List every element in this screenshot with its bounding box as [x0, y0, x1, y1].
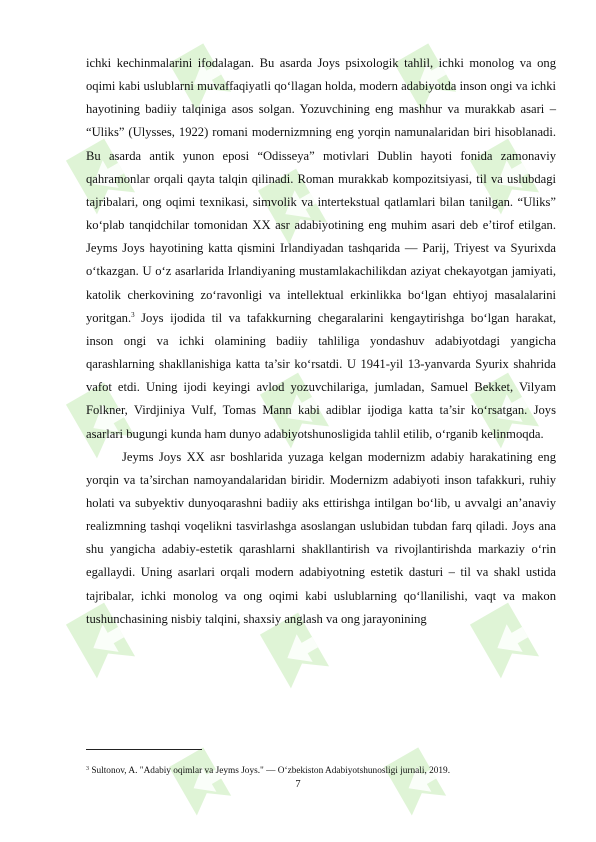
footnote-number: 3 [86, 766, 89, 772]
paragraph: Jeyms Joys XX asr boshlarida yuzaga kelgan modernizm adabiy harakatining eng yorqin va ta’sirchan namoyandalaridan biridir. Modernizm adabiyoti inson tafakkuri, ruhiy holati va subyektiv dunyoqarashni badiiy aks ettirishga intilgan bo‘lib, u avvalgi an’anaviy realizmning tashqi voqelikni tasvirlashga asoslangan uslubidan tubdan farq qiladi. Joys ana shu yangicha adabiy-estetik qarashlarni shakllantirish va rivojlantirishda markaziy o‘rin egallaydi. Uning asarlari orqali modern adabiyotning estetik dasturi – til va shakl ustida tajribalar, ichki monolog va ong oqimi kabi uslublarning qo‘llanilishi, vaqt va makon tushunchasining nisbiy talqini, shaxsiy anglash va ong jarayonining [86, 449, 556, 626]
body-text [86, 52, 556, 631]
paragraph-text: ichki kechinmalarini ifodalagan. Bu asarda Joys psixologik tahlil, ichki monolog va ong oqimi kabi uslublarni muvaffaqiyatli qo‘llagan holda, modern adabiyotda inson ongi va ichki hayotining badiiy talqiniga asos solgan. Yozuvchining eng mashhur va murakkab asari – “Uliks” (Ulysses, 1922) romani modernizmning eng yorqin namunalaridan biri hisoblanadi. Bu asarda antik yunon eposi “Odisseya” motivlari Dublin hayoti fonida zamonaviy qahramonlar orqali qayta talqin qilinadi. Roman murakkab kompozitsiyasi, til va uslubdagi tajribalari, ong oqimi texnikasi, simvolik va intertekstual qatlamlari bilan tanilgan. “Uliks” ko‘plab tanqidchilar tomonidan XX asr adabiyotining eng muhim asari deb e’tirof etilgan. Jeyms Joys hayotining katta qismini Irlandiyadan tashqarida — Parij, Triyest va Syurixda o‘tkazgan. U o‘z asarlarida Irlandiyaning mustamlakachilikdan aziyat chekayotgan jamiyati, katolik cherkovining zo‘ravonligi va intellektual erkinlikka bo‘lgan ehtiyoj masalalarini yoritgan. [86, 56, 556, 325]
paragraph [86, 52, 556, 446]
page-number: 7 [295, 779, 301, 790]
paragraph-text: Joys ijodida til va tafakkurning chegaralarini kengaytirishga bo‘lgan harakat, inson ongi va ichki olamining badiiy tahliliga yondashuv adabiyotdagi yangicha qarashlarning shakllanishiga katta ta’sir ko‘rsatdi. U 1941-yil 13-yanvarda Syurix shahrida vafot etdi. Uning ijodi keyingi avlod yozuvchilariga, jumladan, Samuel Bekket, Vilyam Folkner, Virdjiniya Vulf, Tomas Mann kabi adiblar ijodiga katta ta’sir ko‘rsatgan. Joys asarlari bugungi kunda ham dunyo adabiyotshunosligida tahlil etilib, o‘rganib kelinmoqda. [86, 310, 556, 441]
footnote [86, 765, 566, 777]
footnote-separator [86, 749, 202, 750]
footnote-text: Sultonov, A. "Adabiy oqimlar va Jeyms Joys." — O‘zbekiston Adabiyotshunosligi jurnali, 2019. [89, 766, 451, 776]
footnote-reference[interactable]: 3 [131, 310, 135, 319]
